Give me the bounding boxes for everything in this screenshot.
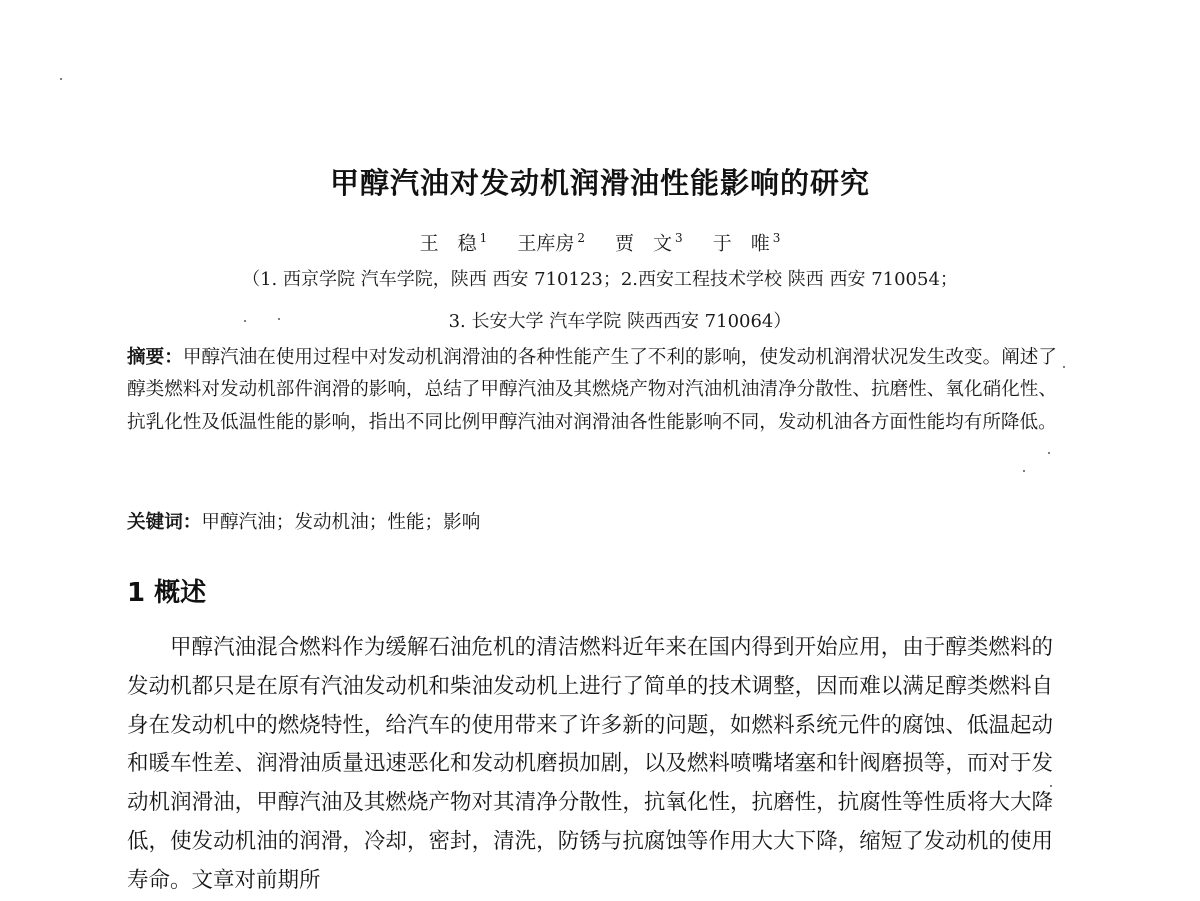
paper-title: 甲醇汽油对发动机润滑油性能影响的研究 [329, 166, 870, 200]
author-affiliation-mark: 1 [479, 231, 488, 245]
author-name: 贾 文 [615, 232, 673, 255]
author-affiliation-mark: 2 [577, 231, 585, 245]
affiliation-line-1: （1. 西京学院 汽车学院，陕西 西安 710123；2.西安工程技术学校 陕西 西安 710054； [242, 269, 958, 290]
scan-speck [60, 78, 62, 80]
author-name: 王 稳 [419, 232, 477, 255]
author [615, 224, 683, 257]
section-heading: 1 概述 [127, 578, 207, 608]
scan-speck [244, 320, 246, 322]
abstract [127, 342, 1057, 439]
abstract-text: 甲醇汽油在使用过程中对发动机润滑油的各种性能产生了不利的影响，使发动机润滑状况发生改变。阐述了醇类燃料对发动机部件润滑的影响，总结了甲醇汽油及其燃烧产物对汽油机油清净分散性、抗磨性、氧化硝化性、抗乳化性及低温性能的影响，指出不同比例甲醇汽油对润滑油各性能影响不同，发动机油各方面性能均有所降低。 [127, 347, 1057, 433]
scan-speck [1023, 470, 1025, 472]
scan-speck [278, 318, 280, 320]
author [420, 224, 488, 257]
author-name: 于 唯 [712, 232, 770, 255]
author-affiliation-mark: 3 [772, 231, 781, 245]
scan-speck [1050, 785, 1052, 787]
keywords-text: 甲醇汽油；发动机油；性能；影响 [201, 512, 481, 533]
author [713, 224, 781, 257]
scan-speck [1048, 452, 1050, 454]
affiliation-line-2: 3. 长安大学 汽车学院 陕西西安 710064） [448, 311, 792, 332]
section-body [127, 629, 1053, 901]
abstract-label: 摘要： [127, 347, 183, 368]
author [517, 224, 585, 257]
body-paragraph: 甲醇汽油混合燃料作为缓解石油危机的清洁燃料近年来在国内得到开始应用，由于醇类燃料的发动机都只是在原有汽油发动机和柴油发动机上进行了简单的技术调整，因而难以满足醇类燃料自身在发动机中的燃烧特性，给汽车的使用带来了许多新的问题，如燃料系统元件的腐蚀、低温起动和暖车性差、润滑油质量迅速恶化和发动机磨损加剧，以及燃料喷嘴堵塞和针阀磨损等，而对于发动机润滑油，甲醇汽油及其燃烧产物对其清净分散性，抗氧化性，抗磨性，抗腐性等性质将大大降低，使发动机油的润滑，冷却，密封，清洗，防锈与抗腐蚀等作用大大下降，缩短了发动机的使用寿命。文章对前期所 [127, 635, 1053, 893]
scan-speck [1063, 366, 1065, 368]
author-name: 王库房 [517, 232, 575, 255]
author-list [0, 224, 1200, 257]
author-affiliation-mark: 3 [675, 231, 683, 245]
keywords-label: 关键词： [127, 512, 202, 533]
keywords [127, 508, 1057, 538]
